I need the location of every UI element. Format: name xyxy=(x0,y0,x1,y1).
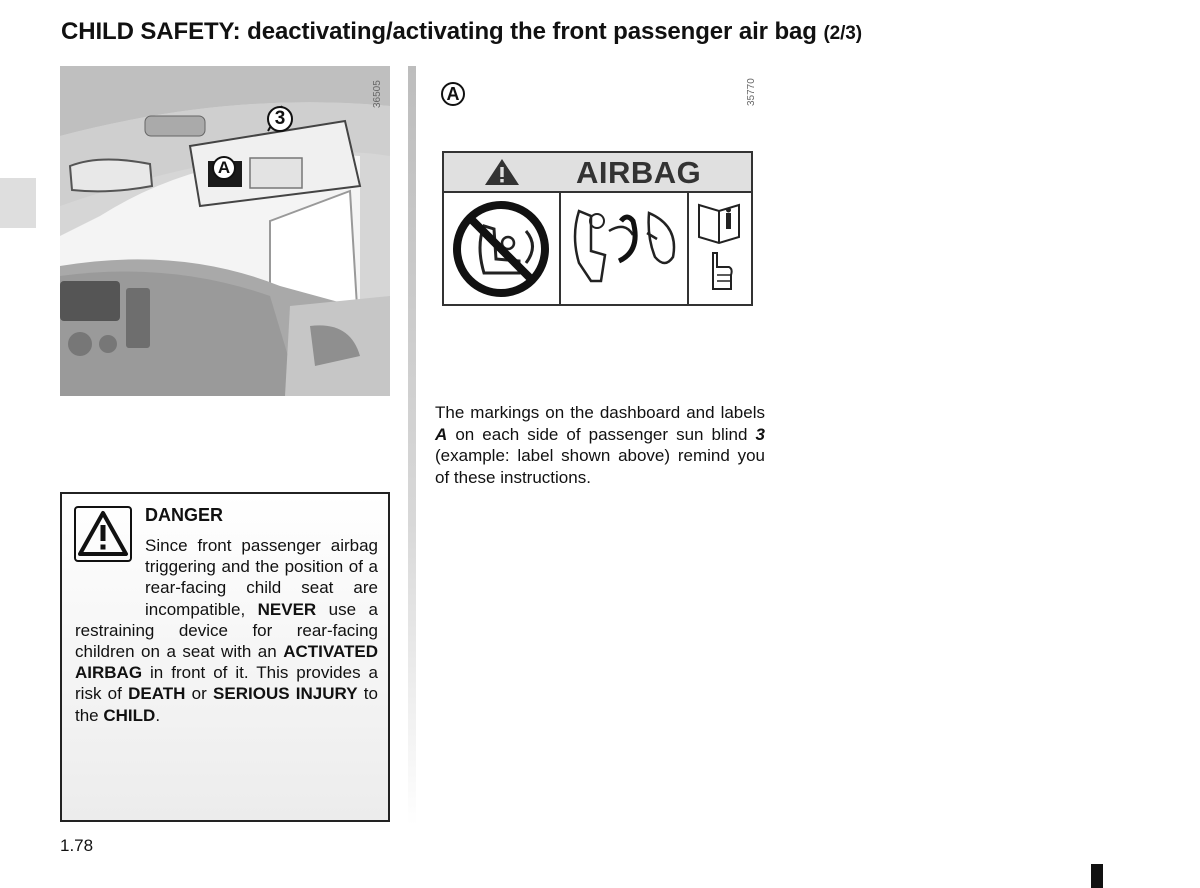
callout-a-label: A xyxy=(441,82,465,106)
danger-activated-airbag: ACTIVATED AIRBAG xyxy=(75,642,378,683)
danger-period: . xyxy=(155,705,161,725)
callout-3: 3 xyxy=(267,106,293,132)
icon-spacer xyxy=(75,535,145,599)
airbag-warning-label xyxy=(442,151,753,306)
read-manual-icon xyxy=(689,191,751,304)
danger-serious-injury: SERIOUS INJURY xyxy=(213,684,358,704)
body-text-3: (example: label shown above) remind you of these instructions. xyxy=(435,446,765,487)
callout-a-photo: A xyxy=(212,156,236,180)
danger-death: DEATH xyxy=(128,684,186,704)
danger-text-1: Since front passenger airbag triggering and the position of a rear-facing child seat are incompatible, xyxy=(145,536,378,619)
prohibited-child-seat-icon xyxy=(444,191,559,304)
danger-text-4: to the xyxy=(75,684,378,725)
airbag-deploy-cell xyxy=(561,191,689,304)
column-divider xyxy=(408,66,416,826)
airbag-deploy-icon xyxy=(561,191,687,304)
chapter-tab xyxy=(0,178,36,228)
no-rear-facing-seat-cell xyxy=(444,191,561,304)
danger-text xyxy=(75,535,378,726)
body-text-2: on each side of passenger sun blind xyxy=(455,424,748,444)
photo-figure-code: 36505 xyxy=(372,80,383,108)
danger-or: or xyxy=(191,684,207,704)
page-title xyxy=(61,18,862,46)
page-indicator: (2/3) xyxy=(823,23,863,44)
danger-title: DANGER xyxy=(145,505,224,525)
page-title-text: CHILD SAFETY: deactivating/activating the front passenger air bag xyxy=(61,18,817,45)
body-label-a: A xyxy=(435,424,448,444)
read-manual-cell xyxy=(689,191,753,304)
danger-text-2: use a restraining device for rear-facing children on a seat with an xyxy=(75,599,378,662)
instruction-paragraph xyxy=(435,402,765,488)
danger-child: CHILD xyxy=(103,705,156,725)
airbag-label-heading: AIRBAG xyxy=(576,155,702,190)
label-figure-code: 35770 xyxy=(746,78,757,106)
body-label-3: 3 xyxy=(755,424,765,444)
page-edge-mark xyxy=(1091,864,1103,888)
interior-drawing xyxy=(60,66,390,396)
danger-warning-box xyxy=(60,492,390,822)
page-number: 1.78 xyxy=(60,836,94,855)
warning-triangle-icon xyxy=(484,158,520,186)
danger-text-3: in front of it. This provides a risk of xyxy=(75,663,378,704)
airbag-label-header xyxy=(444,153,751,193)
body-text-1: The markings on the dashboard and labels xyxy=(435,403,765,422)
danger-never: NEVER xyxy=(257,599,317,619)
airbag-label-pictograms xyxy=(444,191,751,304)
interior-illustration xyxy=(60,66,390,396)
